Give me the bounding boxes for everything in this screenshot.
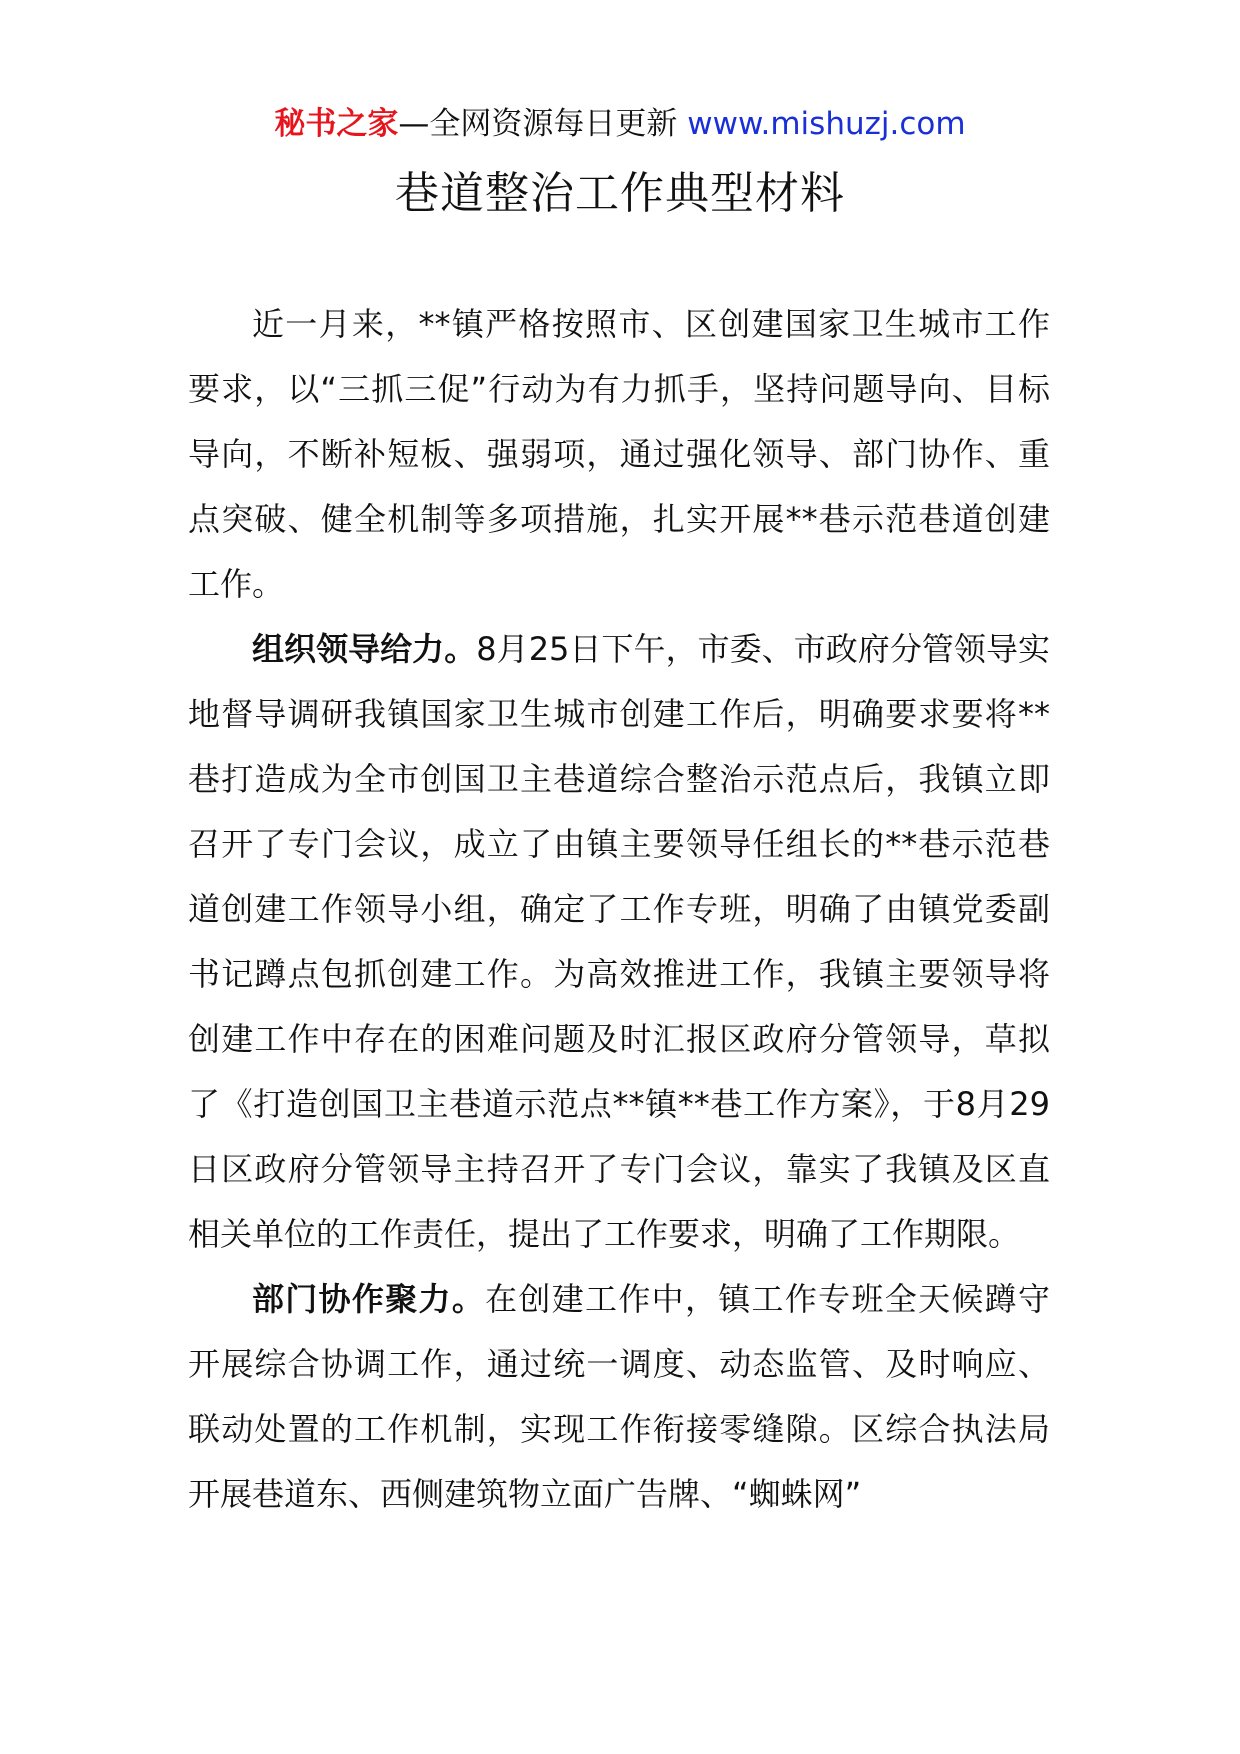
paragraph-organization	[188, 617, 1050, 1267]
site-header	[0, 104, 1240, 144]
site-tagline: —全网资源每日更新	[398, 106, 678, 142]
paragraph-intro	[188, 292, 1050, 617]
document-body	[188, 292, 1050, 1527]
paragraph-lead: 组织领导给力。	[252, 630, 477, 668]
document-title: 巷道整治工作典型材料	[395, 168, 845, 219]
paragraph-lead: 部门协作聚力。	[252, 1280, 486, 1318]
paragraph-text: 8月25日下午，市委、市政府分管领导实地督导调研我镇国家卫生城市创建工作后，明确要求要将**巷打造成为全市创国卫主巷道综合整治示范点后，我镇立即召开了专门会议，成立了由镇主要领导任组长的**巷示范巷道创建工作领导小组，确定了工作专班，明确了由镇党委副书记蹲点包抓创建工作。为高效推进工作，我镇主要领导将创建工作中存在的困难问题及时汇报区政府分管领导，草拟了《打造创国卫主巷道示范点**镇**巷工作方案》，于8月29日区政府分管领导主持召开了专门会议，靠实了我镇及区直相关单位的工作责任，提出了工作要求，明确了工作期限。	[188, 630, 1050, 1253]
paragraph-text: 在创建工作中，镇工作专班全天候蹲守开展综合协调工作，通过统一调度、动态监管、及时响应、联动处置的工作机制，实现工作衔接零缝隙。区综合执法局开展巷道东、西侧建筑物立面广告牌、“蜘蛛网”	[188, 1280, 1050, 1513]
paragraph-coordination	[188, 1267, 1050, 1527]
site-url-link[interactable]: www.mishuzj.com	[687, 106, 966, 142]
site-brand: 秘书之家	[274, 106, 399, 142]
paragraph-text: 近一月来，**镇严格按照市、区创建国家卫生城市工作要求，以“三抓三促”行动为有力抓手，坚持问题导向、目标导向，不断补短板、强弱项，通过强化领导、部门协作、重点突破、健全机制等多项措施，扎实开展**巷示范巷道创建工作。	[188, 305, 1050, 603]
